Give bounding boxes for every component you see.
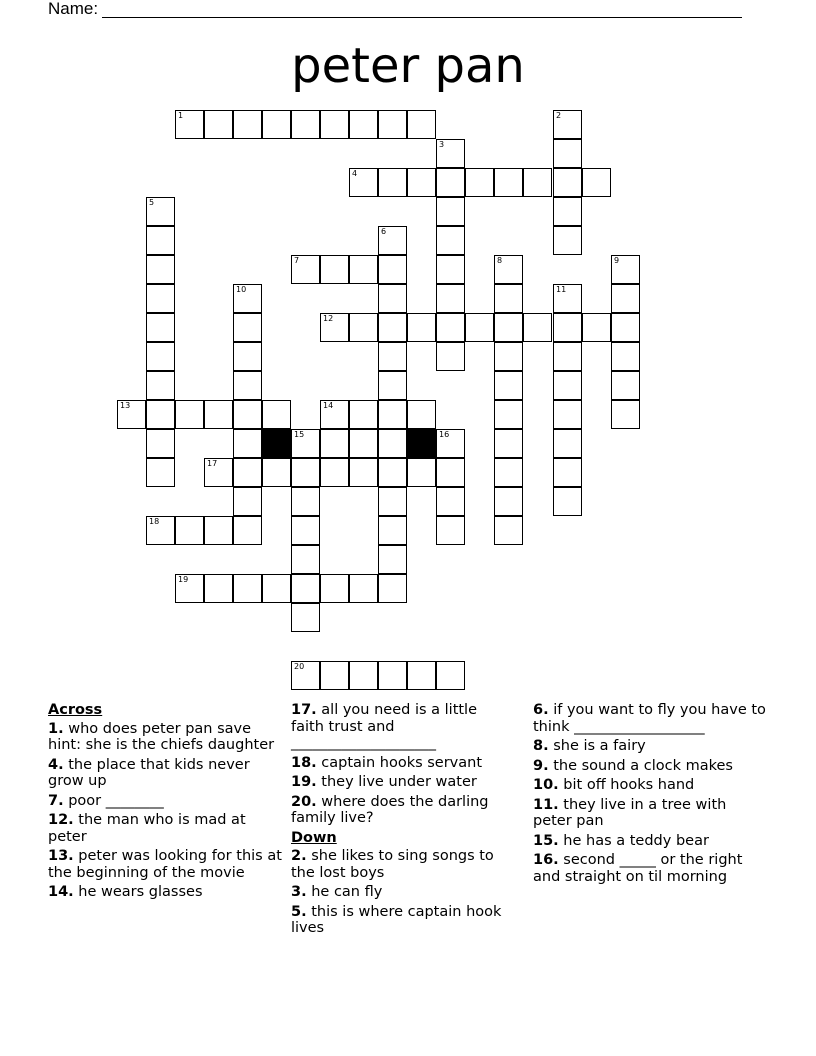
grid-cell[interactable] xyxy=(407,400,436,429)
clues-column-3 xyxy=(533,702,769,888)
grid-cell[interactable] xyxy=(611,371,640,400)
clue-item xyxy=(533,758,769,775)
grid-cell[interactable] xyxy=(320,400,349,429)
clue-text: they live in a tree with peter pan xyxy=(533,796,727,829)
grid-cell[interactable] xyxy=(436,255,465,284)
grid-cell[interactable] xyxy=(233,284,262,313)
clue-item xyxy=(291,774,513,791)
clue-number-label: 12. xyxy=(48,812,74,828)
clue-number-label: 11. xyxy=(533,796,559,813)
grid-cell[interactable] xyxy=(291,255,320,284)
grid-cell[interactable] xyxy=(582,313,611,342)
grid-cell[interactable] xyxy=(233,516,262,545)
grid-cell[interactable] xyxy=(233,110,262,139)
grid-cell[interactable] xyxy=(204,516,233,545)
clue-item xyxy=(291,904,513,937)
grid-cell[interactable] xyxy=(553,371,582,400)
grid-cell[interactable] xyxy=(378,661,407,690)
grid-cell[interactable] xyxy=(611,342,640,371)
clue-item xyxy=(533,852,769,885)
grid-cell[interactable] xyxy=(378,110,407,139)
grid-cell[interactable] xyxy=(378,429,407,458)
grid-cell[interactable] xyxy=(262,400,291,429)
clue-item xyxy=(48,793,284,810)
clue-number-label: 14. xyxy=(48,884,74,900)
clue-number: 10 xyxy=(236,285,247,294)
clue-number: 18 xyxy=(149,517,160,526)
clue-text: they live under water xyxy=(321,774,477,790)
clue-item xyxy=(48,848,284,881)
grid-cell[interactable] xyxy=(436,168,465,197)
clue-number: 4 xyxy=(352,169,358,178)
grid-cell[interactable] xyxy=(378,371,407,400)
grid-cell[interactable] xyxy=(494,313,523,342)
grid-cell[interactable] xyxy=(494,371,523,400)
grid-cell[interactable] xyxy=(204,400,233,429)
grid-cell[interactable] xyxy=(291,487,320,516)
clue-text: second _____ or the right and straight on til morning xyxy=(533,852,743,885)
clue-number-label: 4. xyxy=(48,756,64,773)
clue-text: captain hooks servant xyxy=(321,754,483,771)
grid-cell[interactable] xyxy=(378,168,407,197)
grid-cell[interactable] xyxy=(233,313,262,342)
grid-cell[interactable] xyxy=(378,400,407,429)
grid-cell[interactable] xyxy=(204,458,233,487)
grid-cell[interactable] xyxy=(611,255,640,284)
clue-number-label: 20. xyxy=(291,793,317,810)
grid-cell[interactable] xyxy=(436,429,465,458)
grid-cell[interactable] xyxy=(233,487,262,516)
grid-cell[interactable] xyxy=(349,429,378,458)
across-clue-list xyxy=(48,721,284,901)
clue-item xyxy=(291,884,513,901)
clue-number: 17 xyxy=(207,459,218,468)
grid-cell[interactable] xyxy=(494,400,523,429)
clue-number-label: 15. xyxy=(533,832,559,849)
grid-cell[interactable] xyxy=(291,603,320,632)
clue-number-label: 3. xyxy=(291,884,307,900)
grid-cell[interactable] xyxy=(436,516,465,545)
clue-number: 8 xyxy=(497,256,503,265)
grid-cell[interactable] xyxy=(146,313,175,342)
grid-cell[interactable] xyxy=(407,661,436,690)
grid-cell[interactable] xyxy=(523,313,552,342)
clue-item xyxy=(291,755,513,772)
clue-item xyxy=(533,777,769,794)
grid-cell[interactable] xyxy=(146,226,175,255)
grid-cell[interactable] xyxy=(436,197,465,226)
grid-cell[interactable] xyxy=(146,516,175,545)
down-clue-list xyxy=(291,848,513,937)
grid-cell[interactable] xyxy=(146,197,175,226)
grid-cell[interactable] xyxy=(349,661,378,690)
grid-cell[interactable] xyxy=(611,284,640,313)
grid-cell[interactable] xyxy=(553,400,582,429)
name-label: Name: xyxy=(48,0,99,18)
grid-cell[interactable] xyxy=(349,400,378,429)
clue-number: 1 xyxy=(178,111,184,120)
grid-cell[interactable] xyxy=(553,226,582,255)
clue-text: she likes to sing songs to the lost boys xyxy=(291,848,494,881)
grid-cell[interactable] xyxy=(465,168,494,197)
blocked-cell xyxy=(407,429,436,458)
clue-text: who does peter pan save hint: she is the chiefs daughter xyxy=(48,720,275,753)
grid-cell[interactable] xyxy=(465,313,494,342)
grid-cell[interactable] xyxy=(407,313,436,342)
grid-cell[interactable] xyxy=(436,458,465,487)
grid-cell[interactable] xyxy=(553,110,582,139)
grid-cell[interactable] xyxy=(582,168,611,197)
clue-number-label: 1. xyxy=(48,720,64,737)
grid-cell[interactable] xyxy=(320,574,349,603)
clue-number: 3 xyxy=(439,140,445,149)
clue-number-label: 8. xyxy=(533,738,549,754)
grid-cell[interactable] xyxy=(494,284,523,313)
grid-cell[interactable] xyxy=(349,168,378,197)
grid-cell[interactable] xyxy=(553,429,582,458)
grid-cell[interactable] xyxy=(233,400,262,429)
clue-text: she is a fairy xyxy=(553,738,646,754)
grid-cell[interactable] xyxy=(436,284,465,313)
clue-number: 15 xyxy=(294,430,305,439)
grid-cell[interactable] xyxy=(494,255,523,284)
grid-cell[interactable] xyxy=(320,458,349,487)
grid-cell[interactable] xyxy=(553,197,582,226)
grid-cell[interactable] xyxy=(146,458,175,487)
grid-cell[interactable] xyxy=(378,226,407,255)
grid-cell[interactable] xyxy=(407,168,436,197)
grid-cell[interactable] xyxy=(494,487,523,516)
clue-number: 5 xyxy=(149,198,155,207)
clue-number-label: 16. xyxy=(533,852,559,868)
grid-cell[interactable] xyxy=(378,487,407,516)
clue-number-label: 6. xyxy=(533,702,549,718)
clue-number-label: 17. xyxy=(291,702,317,718)
clue-text: poor ________ xyxy=(68,792,164,809)
clue-number: 14 xyxy=(323,401,334,410)
clue-item xyxy=(48,757,284,790)
grid-cell[interactable] xyxy=(494,168,523,197)
grid-cell[interactable] xyxy=(407,110,436,139)
grid-cell[interactable] xyxy=(378,342,407,371)
clues-column-2 xyxy=(291,702,513,940)
clue-item xyxy=(291,848,513,881)
clue-text: bit off hooks hand xyxy=(563,777,695,793)
grid-cell[interactable] xyxy=(233,429,262,458)
clue-text: the place that kids never grow up xyxy=(48,756,250,789)
grid-cell[interactable] xyxy=(146,429,175,458)
clue-text: all you need is a little faith trust and ____________________ xyxy=(291,702,478,751)
grid-cell[interactable] xyxy=(349,574,378,603)
grid-cell[interactable] xyxy=(204,574,233,603)
grid-cell[interactable] xyxy=(320,661,349,690)
grid-cell[interactable] xyxy=(175,574,204,603)
grid-cell[interactable] xyxy=(233,458,262,487)
grid-cell[interactable] xyxy=(553,139,582,168)
clue-text: where does the darling family live? xyxy=(291,793,489,826)
clue-number: 13 xyxy=(120,401,131,410)
clue-number: 16 xyxy=(439,430,450,439)
grid-cell[interactable] xyxy=(553,487,582,516)
grid-cell[interactable] xyxy=(320,429,349,458)
clue-number: 2 xyxy=(556,111,562,120)
clue-number-label: 7. xyxy=(48,792,64,809)
grid-cell[interactable] xyxy=(378,284,407,313)
grid-cell[interactable] xyxy=(407,458,436,487)
clue-text: peter was looking for this at the beginning of the movie xyxy=(48,848,282,881)
grid-cell[interactable] xyxy=(233,342,262,371)
grid-cell[interactable] xyxy=(611,313,640,342)
grid-cell[interactable] xyxy=(553,313,582,342)
grid-cell[interactable] xyxy=(553,342,582,371)
down-heading: Down xyxy=(291,829,337,846)
grid-cell[interactable] xyxy=(349,313,378,342)
clue-item xyxy=(533,738,769,755)
clue-item xyxy=(291,794,513,827)
grid-cell[interactable] xyxy=(320,110,349,139)
clue-text: the man who is mad at peter xyxy=(48,812,246,845)
clue-item xyxy=(291,702,513,752)
clue-number: 19 xyxy=(178,575,189,584)
grid-cell[interactable] xyxy=(378,574,407,603)
blocked-cell xyxy=(262,429,291,458)
clue-text: he has a teddy bear xyxy=(563,832,709,849)
clue-number-label: 18. xyxy=(291,754,317,771)
page-title: peter pan xyxy=(291,38,525,94)
grid-cell[interactable] xyxy=(291,429,320,458)
grid-cell[interactable] xyxy=(378,458,407,487)
grid-cell[interactable] xyxy=(291,574,320,603)
grid-cell[interactable] xyxy=(146,400,175,429)
grid-cell[interactable] xyxy=(320,255,349,284)
grid-cell[interactable] xyxy=(436,342,465,371)
grid-cell[interactable] xyxy=(320,313,349,342)
grid-cell[interactable] xyxy=(349,458,378,487)
grid-cell[interactable] xyxy=(553,284,582,313)
clue-number-label: 13. xyxy=(48,848,74,864)
clue-item xyxy=(533,833,769,850)
clue-number: 20 xyxy=(294,662,305,671)
grid-cell[interactable] xyxy=(175,516,204,545)
grid-cell[interactable] xyxy=(262,458,291,487)
clue-number: 12 xyxy=(323,314,334,323)
clue-number-label: 9. xyxy=(533,757,549,774)
grid-cell[interactable] xyxy=(233,371,262,400)
clue-number: 11 xyxy=(556,285,567,294)
clues-column-1 xyxy=(48,702,284,904)
grid-cell[interactable] xyxy=(233,574,262,603)
clue-item xyxy=(48,721,284,754)
grid-cell[interactable] xyxy=(146,371,175,400)
grid-cell[interactable] xyxy=(291,458,320,487)
grid-cell[interactable] xyxy=(175,110,204,139)
grid-cell[interactable] xyxy=(378,545,407,574)
clue-number-label: 19. xyxy=(291,774,317,790)
clue-number-label: 2. xyxy=(291,848,307,864)
grid-cell[interactable] xyxy=(175,400,204,429)
grid-cell[interactable] xyxy=(262,110,291,139)
clue-number-label: 5. xyxy=(291,903,307,920)
grid-cell[interactable] xyxy=(378,313,407,342)
grid-cell[interactable] xyxy=(378,516,407,545)
grid-cell[interactable] xyxy=(553,168,582,197)
grid-cell[interactable] xyxy=(117,400,146,429)
grid-cell[interactable] xyxy=(436,661,465,690)
clue-number: 7 xyxy=(294,256,300,265)
clue-text: this is where captain hook lives xyxy=(291,903,502,936)
clue-text: he wears glasses xyxy=(78,884,203,900)
grid-cell[interactable] xyxy=(378,255,407,284)
grid-cell[interactable] xyxy=(349,255,378,284)
grid-cell[interactable] xyxy=(494,342,523,371)
grid-cell[interactable] xyxy=(494,516,523,545)
clue-text: if you want to fly you have to think __________________ xyxy=(533,702,766,735)
grid-cell[interactable] xyxy=(146,255,175,284)
grid-cell[interactable] xyxy=(553,458,582,487)
grid-cell[interactable] xyxy=(291,110,320,139)
grid-cell[interactable] xyxy=(146,284,175,313)
grid-cell[interactable] xyxy=(291,661,320,690)
grid-cell[interactable] xyxy=(436,313,465,342)
clue-text: he can fly xyxy=(311,884,383,900)
grid-cell[interactable] xyxy=(436,487,465,516)
grid-cell[interactable] xyxy=(494,458,523,487)
grid-cell[interactable] xyxy=(262,574,291,603)
grid-cell[interactable] xyxy=(291,545,320,574)
clue-item xyxy=(533,797,769,830)
clue-item xyxy=(533,702,769,735)
grid-cell[interactable] xyxy=(494,429,523,458)
down-clue-list-continued xyxy=(533,702,769,885)
clue-number-label: 10. xyxy=(533,777,559,793)
grid-cell[interactable] xyxy=(204,110,233,139)
grid-cell[interactable] xyxy=(436,226,465,255)
clue-number: 6 xyxy=(381,227,387,236)
across-clue-list-continued xyxy=(291,702,513,827)
grid-cell[interactable] xyxy=(146,342,175,371)
clue-number: 9 xyxy=(614,256,620,265)
clue-item xyxy=(48,884,284,901)
clue-item xyxy=(48,812,284,845)
grid-cell[interactable] xyxy=(611,400,640,429)
grid-cell[interactable] xyxy=(523,168,552,197)
grid-cell[interactable] xyxy=(436,139,465,168)
across-heading: Across xyxy=(48,702,103,718)
grid-cell[interactable] xyxy=(291,516,320,545)
clue-text: the sound a clock makes xyxy=(553,757,733,774)
grid-cell[interactable] xyxy=(349,110,378,139)
